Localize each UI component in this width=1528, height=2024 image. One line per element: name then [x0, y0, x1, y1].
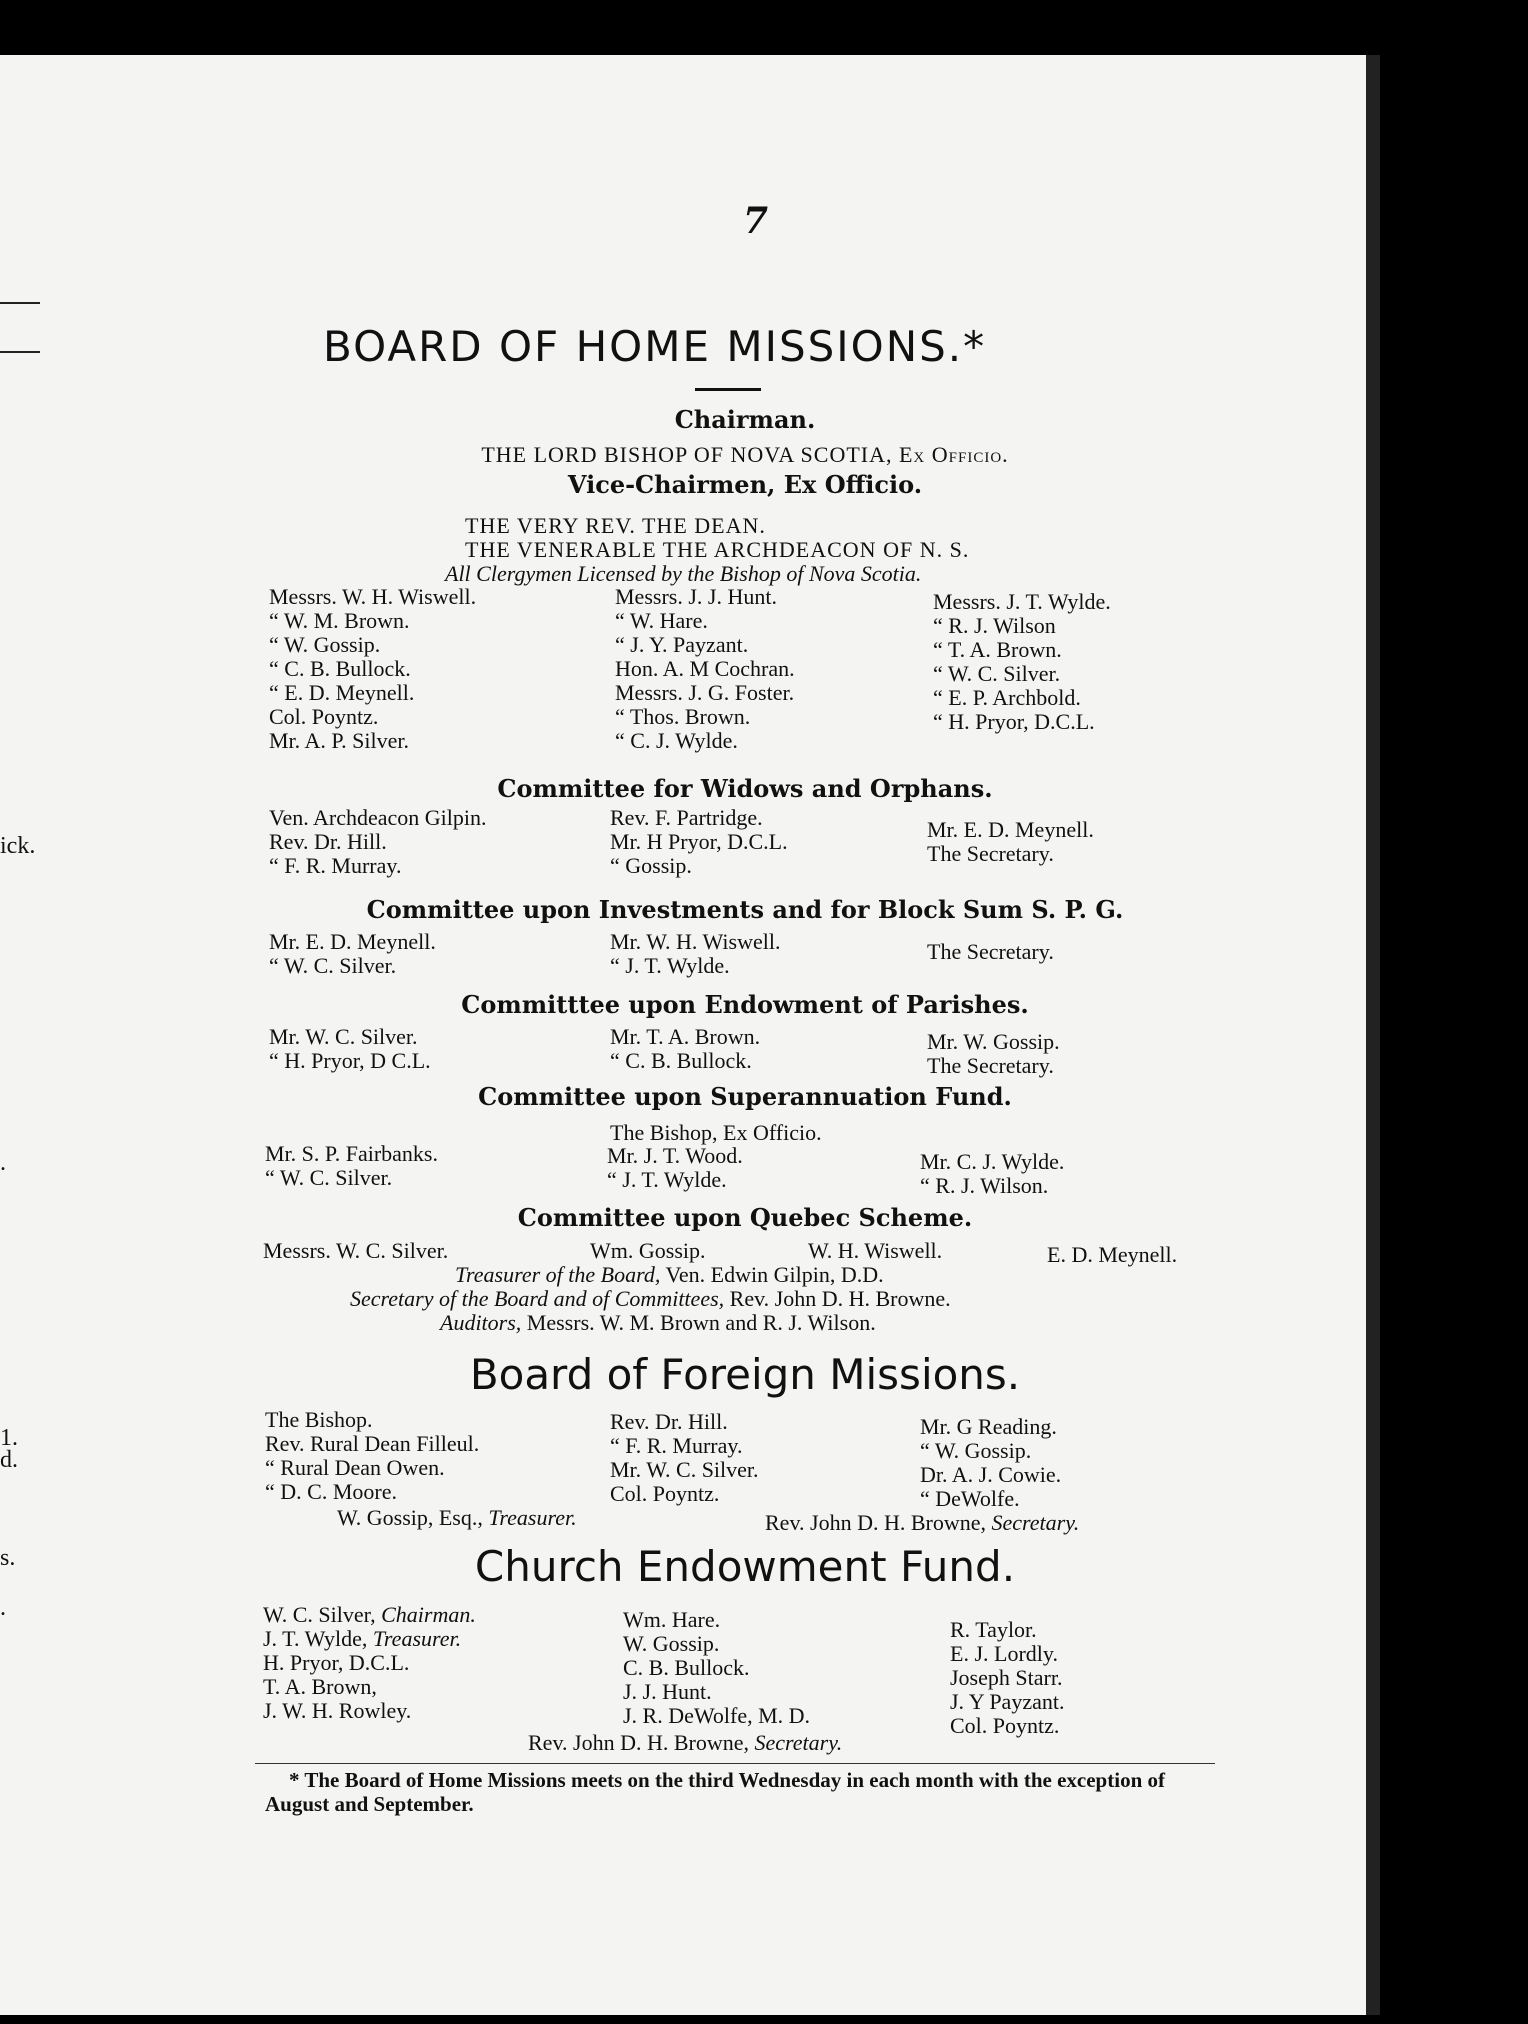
- member-name: “ C. B. Bullock.: [269, 656, 411, 681]
- board-treasurer: [455, 1262, 884, 1288]
- page-number: 7: [743, 200, 769, 242]
- investments-col-1: [269, 930, 436, 978]
- member-name: “ E. P. Archbold.: [933, 685, 1081, 710]
- quebec-member: Wm. Gossip.: [590, 1238, 706, 1263]
- secretary-name: Rev. John D. H. Browne.: [729, 1286, 951, 1311]
- quebec-heading: Committee upon Quebec Scheme.: [517, 1203, 973, 1232]
- member-name: Mr. S. P. Fairbanks.: [265, 1141, 438, 1166]
- member-name: H. Pryor, D.C.L.: [263, 1650, 410, 1675]
- member-name: Hon. A. M Cochran.: [615, 656, 795, 681]
- member-name: Col. Poyntz.: [950, 1713, 1060, 1738]
- member-name: “ Gossip.: [610, 853, 692, 878]
- treasurer-label: Treasurer of the Board,: [455, 1262, 661, 1287]
- secretary-label: Secretary.: [991, 1510, 1080, 1535]
- member-name: Mr. W. C. Silver.: [269, 1024, 418, 1049]
- member-name: Mr. E. D. Meynell.: [927, 817, 1094, 842]
- member-name: Rev. Rural Dean Filleul.: [265, 1431, 480, 1456]
- foreign-col-1: [265, 1408, 479, 1504]
- foreign-col-2: [610, 1410, 759, 1506]
- left-page-rule: [0, 351, 40, 353]
- member-name: Mr. C. J. Wylde.: [920, 1149, 1065, 1174]
- member-name: Rev. Dr. Hill.: [610, 1409, 728, 1434]
- vice-chairmen-heading: Vice-Chairmen, Ex Officio.: [567, 470, 923, 499]
- parishes-col-1: [269, 1025, 431, 1073]
- member-name: “ W. M. Brown.: [269, 608, 410, 633]
- member-name: Messrs. J. G. Foster.: [615, 680, 795, 705]
- board-auditors: [440, 1310, 876, 1336]
- member-role: Chairman.: [381, 1602, 476, 1627]
- member-name: “ E. D. Meynell.: [269, 680, 415, 705]
- left-page-rule: [0, 302, 40, 304]
- secretary-label: Secretary.: [754, 1730, 843, 1755]
- parishes-col-2: [610, 1025, 760, 1073]
- member-name: Messrs. J. J. Hunt.: [615, 584, 777, 609]
- member-name: Mr. G Reading.: [920, 1414, 1057, 1439]
- member-name: “ Thos. Brown.: [615, 704, 751, 729]
- member-name: J. W. H. Rowley.: [263, 1698, 412, 1723]
- member-name: “ R. J. Wilson: [933, 613, 1056, 638]
- auditors-names: Messrs. W. M. Brown and R. J. Wilson.: [526, 1310, 876, 1335]
- member-name: Mr. A. P. Silver.: [269, 728, 409, 753]
- church-col-1: [263, 1603, 476, 1723]
- clergy-note: All Clergymen Licensed by the Bishop of Nova Scotia.: [445, 561, 922, 586]
- member-entry: [263, 1675, 476, 1699]
- member-name: Messrs. W. H. Wiswell.: [269, 584, 477, 609]
- member-name: Mr. H Pryor, D.C.L.: [610, 829, 788, 854]
- document-page: [0, 55, 1378, 2015]
- member-name: R. Taylor.: [950, 1617, 1037, 1642]
- quebec-member: E. D. Meynell.: [1047, 1242, 1178, 1267]
- superannuation-heading: Committee upon Superannuation Fund.: [478, 1082, 1012, 1111]
- superannuation-bishop: The Bishop, Ex Officio.: [610, 1120, 822, 1145]
- left-fragment: 1.: [0, 1425, 18, 1451]
- member-name: J. Y Payzant.: [950, 1689, 1065, 1714]
- secretary-label: Secretary of the Board and of Committees,: [350, 1286, 725, 1311]
- member-name: “ C. J. Wylde.: [615, 728, 738, 753]
- treasurer-label: Treasurer.: [488, 1505, 577, 1530]
- member-name: Rev. Dr. Hill.: [269, 829, 387, 854]
- member-name: “ W. C. Silver.: [269, 953, 397, 978]
- left-fragment: .: [0, 1595, 6, 1621]
- quebec-member: Messrs. W. C. Silver.: [263, 1238, 449, 1263]
- member-name: J. R. DeWolfe, M. D.: [623, 1703, 811, 1728]
- church-col-2: [623, 1608, 810, 1728]
- vice-chairman-2: THE VENERABLE THE ARCHDEACON OF N. S.: [465, 537, 970, 562]
- investments-col-2: [610, 930, 780, 978]
- church-col-3: [950, 1618, 1064, 1738]
- member-name: Messrs. J. T. Wylde.: [933, 589, 1111, 614]
- widows-heading: Committee for Widows and Orphans.: [497, 774, 993, 803]
- widows-col-1: [269, 806, 487, 878]
- title-rule: [695, 388, 761, 391]
- secretary-name: Rev. John D. H. Browne,: [765, 1510, 986, 1535]
- member-name: “ J. Y. Payzant.: [615, 632, 749, 657]
- member-name: Wm. Hare.: [623, 1607, 721, 1632]
- member-name: Mr. E. D. Meynell.: [269, 929, 436, 954]
- chairman-heading: Chairman.: [674, 405, 816, 434]
- member-name: J. J. Hunt.: [623, 1679, 712, 1704]
- member-name: C. B. Bullock.: [623, 1655, 750, 1680]
- parishes-col-3: [927, 1030, 1060, 1078]
- church-endowment-title: Church Endowment Fund.: [474, 1542, 1016, 1591]
- super-col-1: [265, 1142, 438, 1190]
- member-name: Mr. T. A. Brown.: [610, 1024, 761, 1049]
- member-name: J. T. Wylde,: [263, 1626, 368, 1651]
- treasurer-name: W. Gossip, Esq.,: [337, 1505, 483, 1530]
- footnote: * The Board of Home Missions meets on the third Wednesday in each month with the exception of August and September.: [265, 1768, 1165, 1816]
- secretary-name: Rev. John D. H. Browne,: [528, 1730, 749, 1755]
- chairman-line: THE LORD BISHOP OF NOVA SCOTIA, Ex Officio.: [481, 442, 1009, 467]
- member-name: T. A. Brown,: [263, 1674, 377, 1699]
- member-name: “ W. C. Silver.: [265, 1165, 393, 1190]
- endowment-parishes-heading: Committtee upon Endowment of Parishes.: [461, 990, 1029, 1019]
- member-name: Ven. Archdeacon Gilpin.: [269, 805, 487, 830]
- scan-edge: [1380, 55, 1400, 2015]
- home-col-1: [269, 585, 476, 753]
- home-col-3: [933, 590, 1111, 734]
- member-name: “ W. Gossip.: [920, 1438, 1032, 1463]
- member-name: E. J. Lordly.: [950, 1641, 1058, 1666]
- member-name: “ F. R. Murray.: [610, 1433, 743, 1458]
- member-name: “ C. B. Bullock.: [610, 1048, 752, 1073]
- investments-col-3: [927, 940, 1054, 964]
- quebec-member: W. H. Wiswell.: [808, 1238, 943, 1263]
- foreign-missions-title: Board of Foreign Missions.: [469, 1350, 1021, 1399]
- member-name: “ Rural Dean Owen.: [265, 1455, 445, 1480]
- member-name: W. C. Silver,: [263, 1602, 376, 1627]
- left-fragment: s.: [0, 1545, 16, 1571]
- foreign-secretary: [765, 1510, 1079, 1536]
- member-name: “ T. A. Brown.: [933, 637, 1062, 662]
- super-col-2: [607, 1144, 743, 1192]
- member-name: Joseph Starr.: [950, 1665, 1063, 1690]
- member-name: “ DeWolfe.: [920, 1486, 1020, 1511]
- widows-col-3: [927, 818, 1094, 866]
- foreign-col-3: [920, 1415, 1061, 1511]
- foreign-treasurer: [337, 1505, 577, 1531]
- widows-col-2: [610, 806, 788, 878]
- member-name: “ F. R. Murray.: [269, 853, 402, 878]
- member-name: “ H. Pryor, D C.L.: [269, 1048, 431, 1073]
- member-entry: [263, 1603, 476, 1627]
- member-name: “ J. T. Wylde.: [610, 953, 730, 978]
- member-name: Rev. F. Partridge.: [610, 805, 763, 830]
- left-fragment: d.: [0, 1447, 18, 1473]
- member-name: “ J. T. Wylde.: [607, 1167, 727, 1192]
- auditors-label: Auditors,: [440, 1310, 522, 1335]
- left-fragment: .: [0, 1150, 6, 1176]
- member-name: Mr. W. Gossip.: [927, 1029, 1060, 1054]
- home-missions-title: BOARD OF HOME MISSIONS.*: [323, 322, 987, 371]
- member-entry: [263, 1699, 476, 1723]
- member-name: Mr. J. T. Wood.: [607, 1143, 743, 1168]
- member-name: Dr. A. J. Cowie.: [920, 1462, 1062, 1487]
- member-name: “ D. C. Moore.: [265, 1479, 397, 1504]
- member-name: “ H. Pryor, D.C.L.: [933, 709, 1095, 734]
- member-name: The Secretary.: [927, 1053, 1054, 1078]
- member-name: “ W. C. Silver.: [933, 661, 1061, 686]
- member-name: The Secretary.: [927, 841, 1054, 866]
- church-secretary: [528, 1730, 842, 1756]
- member-name: “ R. J. Wilson.: [920, 1173, 1049, 1198]
- member-name: Col. Poyntz.: [610, 1481, 720, 1506]
- member-name: “ W. Gossip.: [269, 632, 381, 657]
- member-name: Col. Poyntz.: [269, 704, 379, 729]
- super-col-3: [920, 1150, 1064, 1198]
- footnote-rule: [255, 1763, 1215, 1764]
- vice-chairman-1: THE VERY REV. THE DEAN.: [465, 513, 766, 538]
- member-role: Treasurer.: [372, 1626, 462, 1651]
- member-entry: [263, 1627, 476, 1651]
- member-name: Mr. W. C. Silver.: [610, 1457, 759, 1482]
- treasurer-name: Ven. Edwin Gilpin, D.D.: [665, 1262, 884, 1287]
- member-name: Mr. W. H. Wiswell.: [610, 929, 781, 954]
- investments-heading: Committee upon Investments and for Block Sum S. P. G.: [366, 895, 1124, 924]
- member-entry: [263, 1651, 476, 1675]
- board-secretary: [350, 1286, 951, 1312]
- member-name: “ W. Hare.: [615, 608, 708, 633]
- member-name: The Bishop.: [265, 1407, 373, 1432]
- left-fragment: ick.: [0, 833, 36, 859]
- member-name: W. Gossip.: [623, 1631, 720, 1656]
- member-name: The Secretary.: [927, 939, 1054, 964]
- home-col-2: [615, 585, 795, 753]
